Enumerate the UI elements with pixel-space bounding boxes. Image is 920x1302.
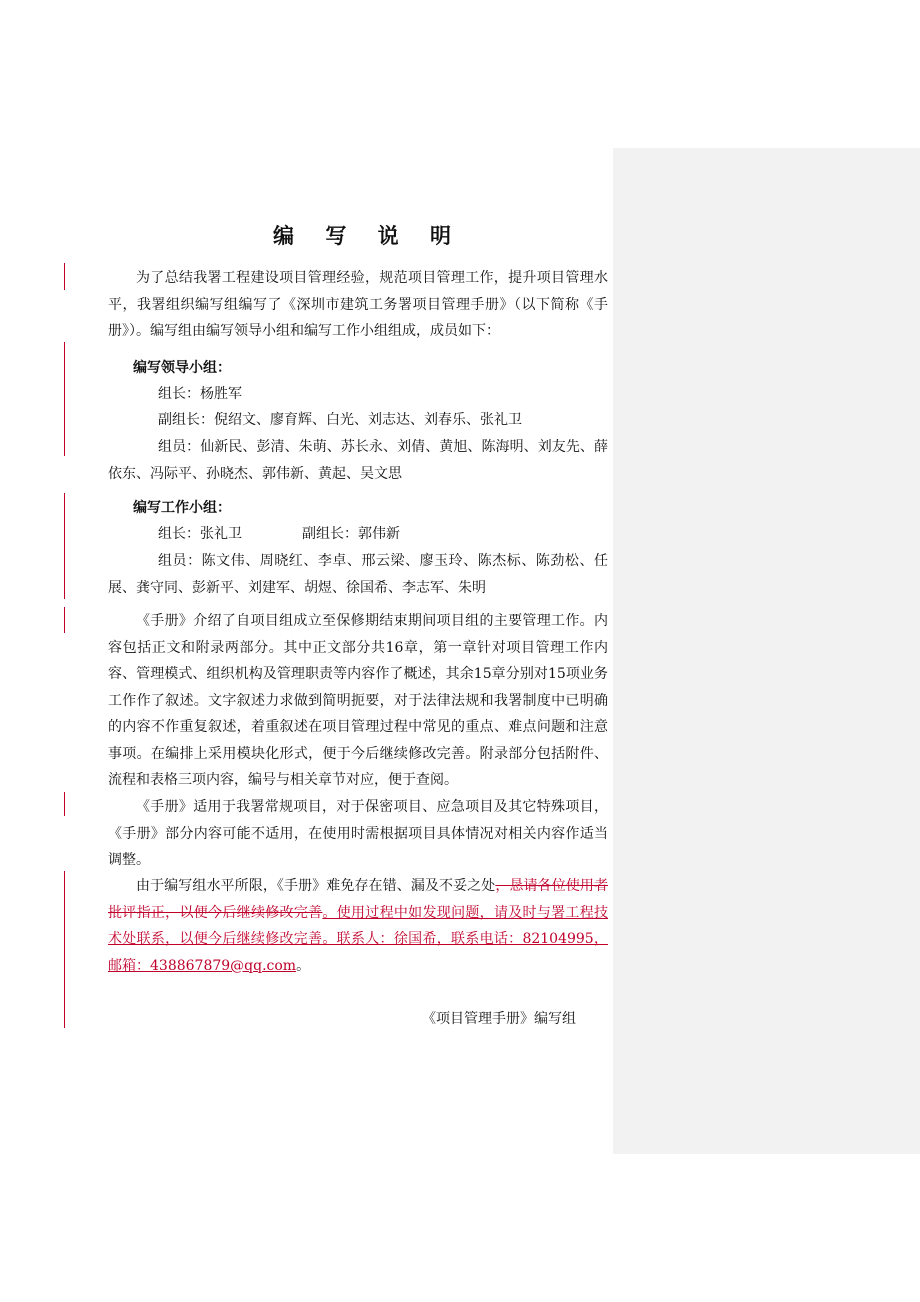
working-leaders-line (108, 521, 608, 548)
change-bar-leadership (64, 342, 65, 456)
document-title: 编 写 说 明 (273, 223, 463, 248)
change-bar-intro (64, 263, 65, 290)
final-end: 。 (296, 957, 311, 974)
leadership-deputy: 副组长：倪绍文、廖育辉、白光、刘志达、刘春乐、张礼卫 (158, 412, 522, 428)
working-deputy: 副组长：郭伟新 (302, 526, 400, 542)
final-text: 由于编写组水平所限，《手册》难免存在错、漏及不妥之处 (136, 878, 496, 894)
change-bar-working (64, 493, 65, 599)
leadership-leader: 组长：杨胜军 (158, 386, 242, 402)
change-bar-scope (64, 792, 65, 816)
inserted-text: 。使用过程中如发现问题，请及时与署工程技术处联系，以便今后继续修改完善。联系人：徐国希，联系电话：82104995，邮箱：438867879@qq.com (108, 904, 609, 974)
deleted-text: ，恳请各位使用者批评指正，以便今后继续修改完善 (108, 878, 609, 921)
working-leader: 组长：张礼卫 (158, 526, 242, 542)
change-bar-content (64, 607, 65, 633)
leadership-members: 组员：仙新民、彭清、朱萌、苏长永、刘倩、黄旭、陈海明、刘友先、薛依东、冯际平、孙晓杰、郭伟新、黄起、吴文思 (108, 439, 608, 482)
comment-pane (613, 148, 920, 1154)
working-group-heading: 编写工作小组： (133, 500, 231, 516)
signature: 《项目管理手册》编写组 (422, 1011, 576, 1027)
change-bar-final (64, 871, 65, 1028)
intro-paragraph: 为了总结我署工程建设项目管理经验，规范项目管理工作，提升项目管理水平，我署组织编写组编写了《深圳市建筑工务署项目管理手册》（以下简称《手册》）。编写组由编写领导小组和编写工作小组组成，成员如下： (108, 270, 608, 339)
content-paragraph: 《手册》介绍了自项目组成立至保修期结束期间项目组的主要管理工作。内容包括正文和附录两部分。其中正文部分共16章，第一章针对项目管理工作内容、管理模式、组织机构及管理职责等内容作了概述，其余15章分别对15项业务工作作了叙述。文字叙述力求做到简明扼要，对于法律法规和我署制度中已明确的内容不作重复叙述，着重叙述在项目管理过程中常见的重点、难点问题和注意事项。在编排上采用模块化形式，便于今后继续修改完善。附录部分包括附件、流程和表格三项内容，编号与相关章节对应，便于查阅。 (108, 613, 608, 788)
final-paragraph (108, 873, 608, 979)
leadership-group-heading: 编写领导小组： (133, 360, 231, 376)
working-members: 组员：陈文伟、周晓红、李卓、邢云梁、廖玉玲、陈杰标、陈劲松、任展、龚守同、彭新平、刘建军、胡煜、徐国希、李志军、朱明 (108, 553, 608, 596)
scope-paragraph: 《手册》适用于我署常规项目，对于保密项目、应急项目及其它特殊项目，《手册》部分内容可能不适用，在使用时需根据项目具体情况对相关内容作适当调整。 (108, 799, 608, 868)
